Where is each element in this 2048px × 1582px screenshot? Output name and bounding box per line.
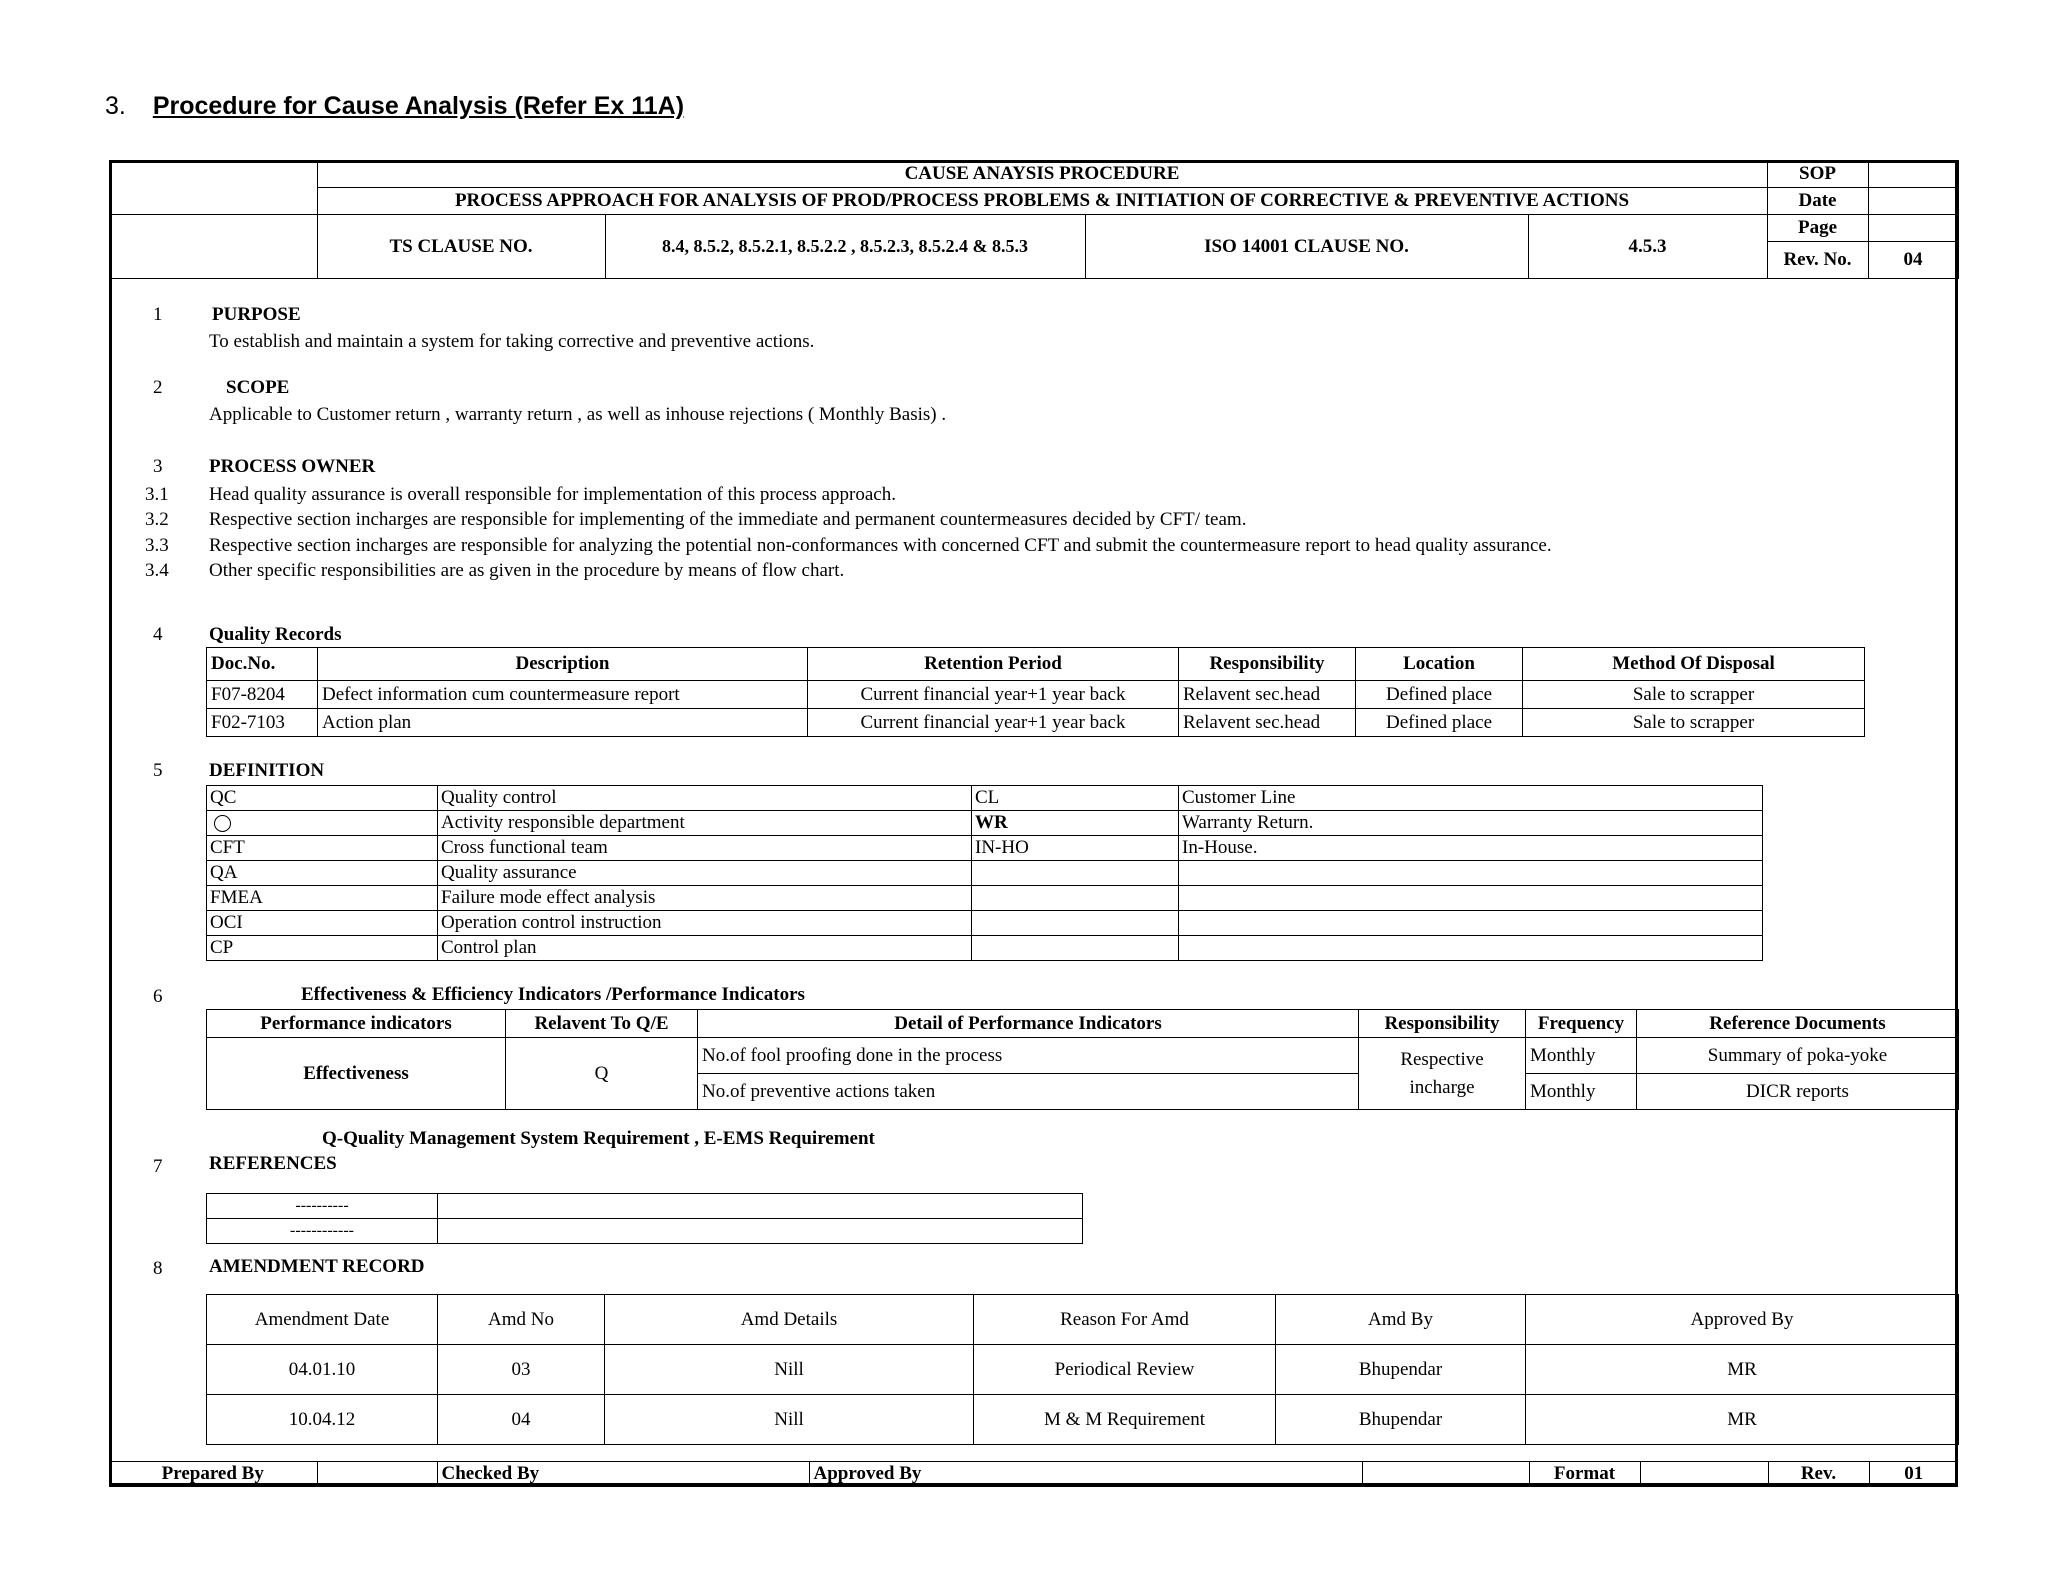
format-label: Format <box>1529 1462 1640 1487</box>
cell: Defined place <box>1356 681 1523 709</box>
abbr: OCI <box>207 911 438 936</box>
col-relevant: Relavent To Q/E <box>506 1010 698 1038</box>
cell: Current financial year+1 year back <box>808 709 1179 737</box>
owner-item-text: Respective section incharges are responsible for implementing of the immediate and permanent countermeasures decided by CFT/ team. <box>209 509 1247 530</box>
meaning: Operation control instruction <box>438 911 972 936</box>
col-frequency: Frequency <box>1526 1010 1637 1038</box>
table-header-row <box>207 1295 1959 1345</box>
meaning: Control plan <box>438 936 972 961</box>
cell: F07-8204 <box>207 681 318 709</box>
cell: F02-7103 <box>207 709 318 737</box>
owner-item-num: 3.2 <box>145 509 169 530</box>
owner-item-text: Head quality assurance is overall responsible for implementation of this process approach. <box>209 484 896 505</box>
cell: Defined place <box>1356 709 1523 737</box>
meaning: In-House. <box>1179 836 1763 861</box>
abbr: CP <box>207 936 438 961</box>
abbr <box>207 811 438 836</box>
prepared-by-value <box>317 1462 437 1487</box>
cell: Action plan <box>318 709 808 737</box>
table-row <box>207 936 1763 961</box>
heading-title: Procedure for Cause Analysis (Refer Ex 11A) <box>152 92 685 120</box>
iso-clause-label: ISO 14001 CLAUSE NO. <box>1085 215 1528 279</box>
abbr: CFT <box>207 836 438 861</box>
cell: 10.04.12 <box>207 1395 438 1445</box>
frequency-cell: Monthly <box>1526 1074 1637 1110</box>
rev-label: Rev. No. <box>1767 242 1868 279</box>
cell: Bhupendar <box>1276 1345 1526 1395</box>
records-num: 4 <box>153 624 163 645</box>
abbr <box>972 861 1179 886</box>
date-value <box>1868 188 1958 215</box>
meaning: Quality control <box>438 786 972 811</box>
col-responsibility: Responsibility <box>1359 1010 1526 1038</box>
table-row <box>207 1395 1959 1445</box>
meaning <box>1179 861 1763 886</box>
table-row <box>207 861 1763 886</box>
footer-table <box>109 1461 1958 1487</box>
indicators-num: 6 <box>153 986 163 1007</box>
abbr: WR <box>972 811 1179 836</box>
cell: MR <box>1526 1395 1959 1445</box>
cell: Sale to scrapper <box>1523 681 1865 709</box>
col-reason: Reason For Amd <box>974 1295 1276 1345</box>
rev-value: 04 <box>1868 242 1958 279</box>
definition-num: 5 <box>153 760 163 781</box>
header-table <box>109 160 1959 279</box>
purpose-title: PURPOSE <box>212 304 301 325</box>
definition-title: DEFINITION <box>209 760 325 781</box>
references-num: 7 <box>153 1156 163 1177</box>
col-amendment-date: Amendment Date <box>207 1295 438 1345</box>
relevant-cell: Q <box>506 1038 698 1110</box>
rev-footer-label: Rev. <box>1768 1462 1869 1487</box>
col-amd-details: Amd Details <box>605 1295 974 1345</box>
amendment-num: 8 <box>153 1258 163 1279</box>
table-row <box>207 681 1865 709</box>
table-header-row <box>207 648 1865 681</box>
cell: M & M Requirement <box>974 1395 1276 1445</box>
rev-footer-value: 01 <box>1869 1462 1958 1487</box>
cell: Current financial year+1 year back <box>808 681 1179 709</box>
date-label: Date <box>1767 188 1868 215</box>
cell: Defect information cum countermeasure report <box>318 681 808 709</box>
header-logo-cell <box>109 161 317 215</box>
references-title: REFERENCES <box>209 1153 337 1174</box>
reference-cell: ---------- <box>207 1194 438 1219</box>
reference-value <box>438 1219 1083 1244</box>
ts-clause-label: TS CLAUSE NO. <box>317 215 605 279</box>
meaning: Cross functional team <box>438 836 972 861</box>
meaning: Activity responsible department <box>438 811 972 836</box>
sop-value <box>1868 161 1958 188</box>
table-row <box>207 836 1763 861</box>
circle-icon <box>214 815 231 832</box>
header-subtitle: PROCESS APPROACH FOR ANALYSIS OF PROD/PROCESS PROBLEMS & INITIATION OF CORRECTIVE & PREVENTIVE ACTIONS <box>317 188 1767 215</box>
cell: Nill <box>605 1345 974 1395</box>
detail-cell: No.of fool proofing done in the process <box>698 1038 1359 1074</box>
col-reference: Reference Documents <box>1637 1010 1959 1038</box>
reference-cell: DICR reports <box>1637 1074 1959 1110</box>
cell: MR <box>1526 1345 1959 1395</box>
cell: Periodical Review <box>974 1345 1276 1395</box>
indicators-note: Q-Quality Management System Requirement , E-EMS Requirement <box>322 1128 875 1149</box>
cell: Relavent sec.head <box>1179 709 1356 737</box>
reference-cell: ------------ <box>207 1219 438 1244</box>
col-doc-no: Doc.No. <box>207 648 318 681</box>
owner-item-text: Respective section incharges are responsible for analyzing the potential non-conformances with concerned CFT and submit the countermeasure report to head quality assurance. <box>209 535 1552 556</box>
col-approved-by: Approved By <box>1526 1295 1959 1345</box>
indicators-title: Effectiveness & Efficiency Indicators /Performance Indicators <box>301 984 805 1005</box>
col-location: Location <box>1356 648 1523 681</box>
table-row <box>207 1219 1083 1244</box>
col-disposal: Method Of Disposal <box>1523 648 1865 681</box>
meaning: Warranty Return. <box>1179 811 1763 836</box>
table-row <box>207 709 1865 737</box>
sop-label: SOP <box>1767 161 1868 188</box>
scope-title: SCOPE <box>226 377 290 398</box>
format-value <box>1640 1462 1768 1487</box>
abbr: CL <box>972 786 1179 811</box>
meaning: Quality assurance <box>438 861 972 886</box>
indicators-table <box>206 1009 1959 1110</box>
indicator-cell: Effectiveness <box>207 1038 506 1110</box>
purpose-text: To establish and maintain a system for taking corrective and preventive actions. <box>209 331 815 352</box>
abbr: IN-HO <box>972 836 1179 861</box>
heading-number: 3. <box>105 92 126 120</box>
meaning <box>1179 886 1763 911</box>
page-heading <box>105 92 684 121</box>
cell: 04.01.10 <box>207 1345 438 1395</box>
meaning <box>1179 936 1763 961</box>
table-row <box>207 811 1763 836</box>
abbr: QC <box>207 786 438 811</box>
prepared-by-label: Prepared By <box>109 1462 317 1487</box>
page-label: Page <box>1767 215 1868 242</box>
owner-num: 3 <box>153 456 163 477</box>
header-blank-cell <box>109 215 317 279</box>
meaning: Customer Line <box>1179 786 1763 811</box>
amendment-title: AMENDMENT RECORD <box>209 1256 425 1277</box>
col-detail: Detail of Performance Indicators <box>698 1010 1359 1038</box>
cell: Relavent sec.head <box>1179 681 1356 709</box>
table-row <box>207 1345 1959 1395</box>
table-row <box>207 1038 1959 1074</box>
col-indicator: Performance indicators <box>207 1010 506 1038</box>
cell: Bhupendar <box>1276 1395 1526 1445</box>
detail-cell: No.of preventive actions taken <box>698 1074 1359 1110</box>
owner-item-num: 3.1 <box>145 484 169 505</box>
table-row <box>207 886 1763 911</box>
col-description: Description <box>318 648 808 681</box>
owner-title: PROCESS OWNER <box>209 456 376 477</box>
abbr <box>972 936 1179 961</box>
scope-num: 2 <box>153 377 163 398</box>
owner-item-text: Other specific responsibilities are as given in the procedure by means of flow chart. <box>209 560 845 581</box>
table-header-row <box>207 1010 1959 1038</box>
footer-row <box>109 1462 1958 1487</box>
meaning <box>1179 911 1763 936</box>
table-row <box>207 911 1763 936</box>
cell: Nill <box>605 1395 974 1445</box>
page-value <box>1868 215 1958 242</box>
abbr: FMEA <box>207 886 438 911</box>
reference-cell: Summary of poka-yoke <box>1637 1038 1959 1074</box>
meaning: Failure mode effect analysis <box>438 886 972 911</box>
reference-value <box>438 1194 1083 1219</box>
ts-clause-value: 8.4, 8.5.2, 8.5.2.1, 8.5.2.2 , 8.5.2.3, 8.5.2.4 & 8.5.3 <box>605 215 1085 279</box>
owner-item-num: 3.3 <box>145 535 169 556</box>
col-responsibility: Responsibility <box>1179 648 1356 681</box>
col-amd-no: Amd No <box>438 1295 605 1345</box>
responsibility-cell: Respective incharge <box>1359 1038 1526 1110</box>
approved-by-value <box>1362 1462 1529 1487</box>
col-retention: Retention Period <box>808 648 1179 681</box>
cell: Sale to scrapper <box>1523 709 1865 737</box>
cell: 04 <box>438 1395 605 1445</box>
table-row <box>207 786 1763 811</box>
iso-clause-value: 4.5.3 <box>1528 215 1767 279</box>
header-title: CAUSE ANAYSIS PROCEDURE <box>317 161 1767 188</box>
abbr <box>972 886 1179 911</box>
quality-records-table <box>206 647 1865 737</box>
checked-by-label: Checked By <box>437 1462 809 1487</box>
table-row <box>207 1194 1083 1219</box>
abbr <box>972 911 1179 936</box>
amendment-table <box>206 1294 1959 1445</box>
frequency-cell: Monthly <box>1526 1038 1637 1074</box>
col-amd-by: Amd By <box>1276 1295 1526 1345</box>
records-title: Quality Records <box>209 624 342 645</box>
references-table <box>206 1193 1083 1244</box>
purpose-num: 1 <box>153 304 163 325</box>
abbr: QA <box>207 861 438 886</box>
cell: 03 <box>438 1345 605 1395</box>
approved-by-label: Approved By <box>809 1462 1362 1487</box>
owner-item-num: 3.4 <box>145 560 169 581</box>
definition-table <box>206 785 1763 961</box>
scope-text: Applicable to Customer return , warranty return , as well as inhouse rejections ( Monthly Basis) . <box>209 404 947 425</box>
